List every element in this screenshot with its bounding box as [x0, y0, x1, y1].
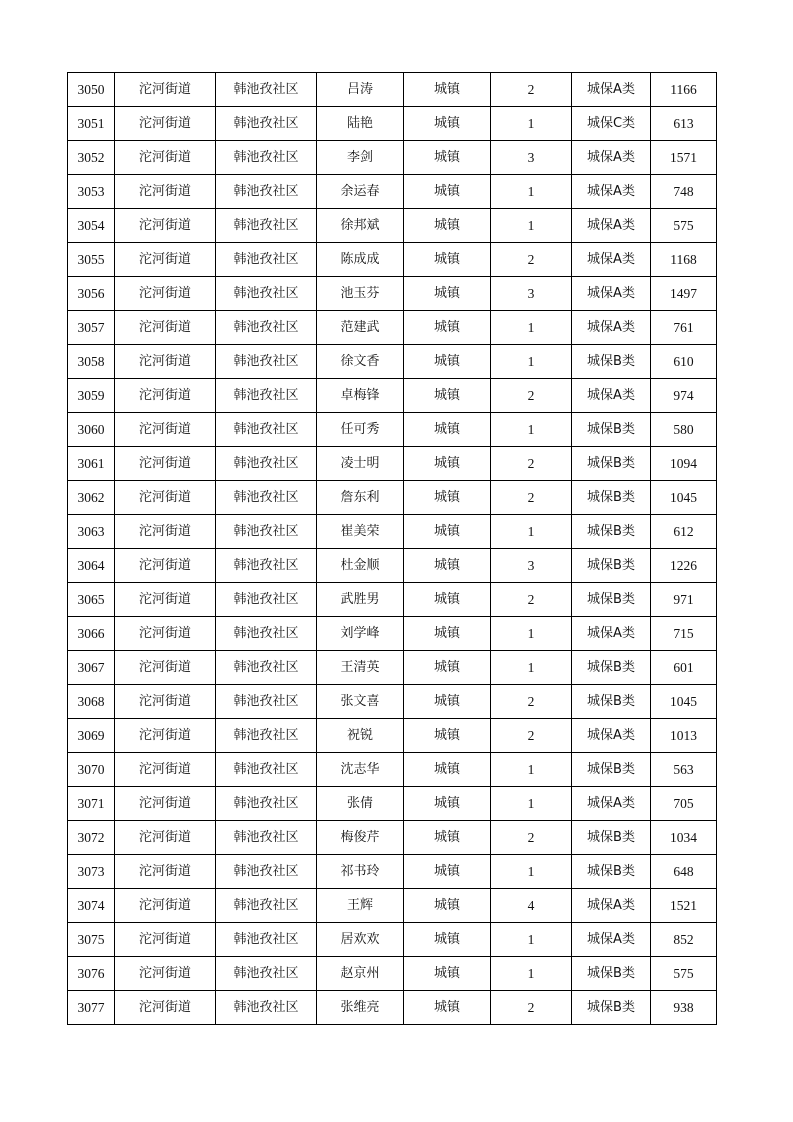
amount-cell: 1013 — [651, 719, 717, 753]
amount-cell: 563 — [651, 753, 717, 787]
serial-number-cell: 3050 — [68, 73, 115, 107]
household-size-cell: 2 — [491, 821, 572, 855]
serial-number-cell: 3053 — [68, 175, 115, 209]
name-cell: 王辉 — [317, 889, 404, 923]
subdistrict-cell: 沱河街道 — [115, 923, 216, 957]
insurance-category-cell: 城保B类 — [572, 685, 651, 719]
insurance-category-cell: 城保B类 — [572, 413, 651, 447]
community-cell: 韩池孜社区 — [216, 481, 317, 515]
amount-cell: 610 — [651, 345, 717, 379]
area-type-cell: 城镇 — [404, 991, 491, 1025]
insurance-category-cell: 城保A类 — [572, 379, 651, 413]
area-type-cell: 城镇 — [404, 243, 491, 277]
name-cell: 赵京州 — [317, 957, 404, 991]
subdistrict-cell: 沱河街道 — [115, 481, 216, 515]
insurance-category-cell: 城保A类 — [572, 311, 651, 345]
serial-number-cell: 3059 — [68, 379, 115, 413]
name-cell: 池玉芬 — [317, 277, 404, 311]
household-size-cell: 2 — [491, 719, 572, 753]
insurance-category-cell: 城保B类 — [572, 481, 651, 515]
community-cell: 韩池孜社区 — [216, 413, 317, 447]
community-cell: 韩池孜社区 — [216, 787, 317, 821]
subdistrict-cell: 沱河街道 — [115, 209, 216, 243]
serial-number-cell: 3075 — [68, 923, 115, 957]
household-size-cell: 2 — [491, 73, 572, 107]
subdistrict-cell: 沱河街道 — [115, 549, 216, 583]
area-type-cell: 城镇 — [404, 719, 491, 753]
household-size-cell: 1 — [491, 209, 572, 243]
area-type-cell: 城镇 — [404, 855, 491, 889]
name-cell: 范建武 — [317, 311, 404, 345]
table-row — [68, 991, 717, 1025]
name-cell: 刘学峰 — [317, 617, 404, 651]
community-cell: 韩池孜社区 — [216, 141, 317, 175]
serial-number-cell: 3071 — [68, 787, 115, 821]
community-cell: 韩池孜社区 — [216, 821, 317, 855]
table-row — [68, 243, 717, 277]
household-size-cell: 1 — [491, 413, 572, 447]
area-type-cell: 城镇 — [404, 787, 491, 821]
household-size-cell: 3 — [491, 141, 572, 175]
household-size-cell: 2 — [491, 447, 572, 481]
name-cell: 崔美荣 — [317, 515, 404, 549]
name-cell: 祝锐 — [317, 719, 404, 753]
area-type-cell: 城镇 — [404, 379, 491, 413]
community-cell: 韩池孜社区 — [216, 719, 317, 753]
community-cell: 韩池孜社区 — [216, 651, 317, 685]
name-cell: 武胜男 — [317, 583, 404, 617]
household-size-cell: 2 — [491, 243, 572, 277]
community-cell: 韩池孜社区 — [216, 923, 317, 957]
insurance-category-cell: 城保A类 — [572, 923, 651, 957]
area-type-cell: 城镇 — [404, 311, 491, 345]
community-cell: 韩池孜社区 — [216, 209, 317, 243]
data-table — [67, 72, 717, 1025]
subdistrict-cell: 沱河街道 — [115, 243, 216, 277]
name-cell: 任可秀 — [317, 413, 404, 447]
name-cell: 詹东利 — [317, 481, 404, 515]
insurance-category-cell: 城保A类 — [572, 277, 651, 311]
community-cell: 韩池孜社区 — [216, 855, 317, 889]
area-type-cell: 城镇 — [404, 175, 491, 209]
serial-number-cell: 3073 — [68, 855, 115, 889]
insurance-category-cell: 城保A类 — [572, 617, 651, 651]
serial-number-cell: 3065 — [68, 583, 115, 617]
community-cell: 韩池孜社区 — [216, 311, 317, 345]
insurance-category-cell: 城保A类 — [572, 175, 651, 209]
community-cell: 韩池孜社区 — [216, 175, 317, 209]
household-size-cell: 1 — [491, 175, 572, 209]
name-cell: 祁书玲 — [317, 855, 404, 889]
amount-cell: 705 — [651, 787, 717, 821]
household-size-cell: 2 — [491, 379, 572, 413]
name-cell: 王清英 — [317, 651, 404, 685]
name-cell: 凌士明 — [317, 447, 404, 481]
subdistrict-cell: 沱河街道 — [115, 379, 216, 413]
table-body — [68, 73, 717, 1025]
household-size-cell: 1 — [491, 311, 572, 345]
community-cell: 韩池孜社区 — [216, 107, 317, 141]
serial-number-cell: 3077 — [68, 991, 115, 1025]
name-cell: 张维亮 — [317, 991, 404, 1025]
amount-cell: 1166 — [651, 73, 717, 107]
insurance-category-cell: 城保A类 — [572, 73, 651, 107]
amount-cell: 613 — [651, 107, 717, 141]
serial-number-cell: 3066 — [68, 617, 115, 651]
serial-number-cell: 3060 — [68, 413, 115, 447]
amount-cell: 852 — [651, 923, 717, 957]
serial-number-cell: 3055 — [68, 243, 115, 277]
area-type-cell: 城镇 — [404, 617, 491, 651]
insurance-category-cell: 城保A类 — [572, 719, 651, 753]
amount-cell: 601 — [651, 651, 717, 685]
community-cell: 韩池孜社区 — [216, 889, 317, 923]
table-row — [68, 651, 717, 685]
insurance-category-cell: 城保A类 — [572, 787, 651, 821]
insurance-category-cell: 城保B类 — [572, 549, 651, 583]
name-cell: 杜金顺 — [317, 549, 404, 583]
community-cell: 韩池孜社区 — [216, 515, 317, 549]
area-type-cell: 城镇 — [404, 107, 491, 141]
amount-cell: 580 — [651, 413, 717, 447]
serial-number-cell: 3063 — [68, 515, 115, 549]
amount-cell: 1094 — [651, 447, 717, 481]
amount-cell: 974 — [651, 379, 717, 413]
serial-number-cell: 3064 — [68, 549, 115, 583]
insurance-category-cell: 城保A类 — [572, 141, 651, 175]
amount-cell: 648 — [651, 855, 717, 889]
subdistrict-cell: 沱河街道 — [115, 821, 216, 855]
table-row — [68, 583, 717, 617]
name-cell: 居欢欢 — [317, 923, 404, 957]
table-row — [68, 549, 717, 583]
subdistrict-cell: 沱河街道 — [115, 685, 216, 719]
amount-cell: 1226 — [651, 549, 717, 583]
area-type-cell: 城镇 — [404, 413, 491, 447]
subdistrict-cell: 沱河街道 — [115, 855, 216, 889]
area-type-cell: 城镇 — [404, 583, 491, 617]
household-size-cell: 2 — [491, 481, 572, 515]
insurance-category-cell: 城保B类 — [572, 957, 651, 991]
household-size-cell: 1 — [491, 107, 572, 141]
table-row — [68, 889, 717, 923]
table-row — [68, 379, 717, 413]
insurance-category-cell: 城保B类 — [572, 651, 651, 685]
table-row — [68, 209, 717, 243]
table-row — [68, 685, 717, 719]
table-row — [68, 107, 717, 141]
household-size-cell: 1 — [491, 345, 572, 379]
serial-number-cell: 3054 — [68, 209, 115, 243]
subdistrict-cell: 沱河街道 — [115, 753, 216, 787]
table-row — [68, 787, 717, 821]
household-size-cell: 1 — [491, 753, 572, 787]
serial-number-cell: 3052 — [68, 141, 115, 175]
area-type-cell: 城镇 — [404, 685, 491, 719]
serial-number-cell: 3062 — [68, 481, 115, 515]
amount-cell: 1168 — [651, 243, 717, 277]
serial-number-cell: 3072 — [68, 821, 115, 855]
subdistrict-cell: 沱河街道 — [115, 515, 216, 549]
subdistrict-cell: 沱河街道 — [115, 617, 216, 651]
insurance-category-cell: 城保B类 — [572, 515, 651, 549]
table-row — [68, 855, 717, 889]
amount-cell: 1571 — [651, 141, 717, 175]
subdistrict-cell: 沱河街道 — [115, 277, 216, 311]
table-row — [68, 311, 717, 345]
community-cell: 韩池孜社区 — [216, 243, 317, 277]
area-type-cell: 城镇 — [404, 923, 491, 957]
name-cell: 陆艳 — [317, 107, 404, 141]
subdistrict-cell: 沱河街道 — [115, 413, 216, 447]
insurance-category-cell: 城保B类 — [572, 821, 651, 855]
area-type-cell: 城镇 — [404, 753, 491, 787]
table-row — [68, 515, 717, 549]
household-size-cell: 1 — [491, 617, 572, 651]
table-row — [68, 141, 717, 175]
subdistrict-cell: 沱河街道 — [115, 175, 216, 209]
serial-number-cell: 3076 — [68, 957, 115, 991]
household-size-cell: 1 — [491, 787, 572, 821]
amount-cell: 761 — [651, 311, 717, 345]
table-row — [68, 719, 717, 753]
community-cell: 韩池孜社区 — [216, 583, 317, 617]
table-row — [68, 481, 717, 515]
table-row — [68, 957, 717, 991]
area-type-cell: 城镇 — [404, 889, 491, 923]
table-row — [68, 73, 717, 107]
serial-number-cell: 3056 — [68, 277, 115, 311]
serial-number-cell: 3051 — [68, 107, 115, 141]
name-cell: 李剑 — [317, 141, 404, 175]
table-row — [68, 617, 717, 651]
name-cell: 徐邦斌 — [317, 209, 404, 243]
amount-cell: 1497 — [651, 277, 717, 311]
name-cell: 卓梅锋 — [317, 379, 404, 413]
serial-number-cell: 3074 — [68, 889, 115, 923]
serial-number-cell: 3057 — [68, 311, 115, 345]
community-cell: 韩池孜社区 — [216, 991, 317, 1025]
subdistrict-cell: 沱河街道 — [115, 73, 216, 107]
community-cell: 韩池孜社区 — [216, 73, 317, 107]
table-row — [68, 923, 717, 957]
household-size-cell: 2 — [491, 685, 572, 719]
household-size-cell: 1 — [491, 651, 572, 685]
table-row — [68, 345, 717, 379]
amount-cell: 1034 — [651, 821, 717, 855]
name-cell: 梅俊芹 — [317, 821, 404, 855]
insurance-category-cell: 城保B类 — [572, 753, 651, 787]
area-type-cell: 城镇 — [404, 447, 491, 481]
household-size-cell: 1 — [491, 923, 572, 957]
household-size-cell: 2 — [491, 583, 572, 617]
household-size-cell: 1 — [491, 855, 572, 889]
insurance-category-cell: 城保A类 — [572, 209, 651, 243]
area-type-cell: 城镇 — [404, 481, 491, 515]
amount-cell: 971 — [651, 583, 717, 617]
area-type-cell: 城镇 — [404, 345, 491, 379]
name-cell: 陈成成 — [317, 243, 404, 277]
amount-cell: 938 — [651, 991, 717, 1025]
amount-cell: 748 — [651, 175, 717, 209]
household-size-cell: 2 — [491, 991, 572, 1025]
area-type-cell: 城镇 — [404, 515, 491, 549]
table-row — [68, 753, 717, 787]
community-cell: 韩池孜社区 — [216, 617, 317, 651]
name-cell: 吕涛 — [317, 73, 404, 107]
insurance-category-cell: 城保B类 — [572, 855, 651, 889]
area-type-cell: 城镇 — [404, 209, 491, 243]
subdistrict-cell: 沱河街道 — [115, 787, 216, 821]
amount-cell: 612 — [651, 515, 717, 549]
amount-cell: 1045 — [651, 481, 717, 515]
name-cell: 沈志华 — [317, 753, 404, 787]
community-cell: 韩池孜社区 — [216, 345, 317, 379]
insurance-category-cell: 城保B类 — [572, 991, 651, 1025]
area-type-cell: 城镇 — [404, 277, 491, 311]
household-size-cell: 1 — [491, 957, 572, 991]
table-row — [68, 413, 717, 447]
insurance-category-cell: 城保B类 — [572, 447, 651, 481]
household-size-cell: 3 — [491, 549, 572, 583]
subdistrict-cell: 沱河街道 — [115, 991, 216, 1025]
area-type-cell: 城镇 — [404, 957, 491, 991]
household-size-cell: 3 — [491, 277, 572, 311]
area-type-cell: 城镇 — [404, 141, 491, 175]
serial-number-cell: 3067 — [68, 651, 115, 685]
insurance-category-cell: 城保B类 — [572, 583, 651, 617]
subdistrict-cell: 沱河街道 — [115, 719, 216, 753]
area-type-cell: 城镇 — [404, 73, 491, 107]
table-row — [68, 447, 717, 481]
household-size-cell: 4 — [491, 889, 572, 923]
area-type-cell: 城镇 — [404, 549, 491, 583]
table-row — [68, 821, 717, 855]
name-cell: 张文喜 — [317, 685, 404, 719]
community-cell: 韩池孜社区 — [216, 447, 317, 481]
insurance-category-cell: 城保A类 — [572, 243, 651, 277]
serial-number-cell: 3069 — [68, 719, 115, 753]
subdistrict-cell: 沱河街道 — [115, 345, 216, 379]
name-cell: 余运春 — [317, 175, 404, 209]
subdistrict-cell: 沱河街道 — [115, 311, 216, 345]
community-cell: 韩池孜社区 — [216, 753, 317, 787]
amount-cell: 715 — [651, 617, 717, 651]
community-cell: 韩池孜社区 — [216, 379, 317, 413]
community-cell: 韩池孜社区 — [216, 957, 317, 991]
amount-cell: 575 — [651, 209, 717, 243]
insurance-category-cell: 城保C类 — [572, 107, 651, 141]
subdistrict-cell: 沱河街道 — [115, 583, 216, 617]
area-type-cell: 城镇 — [404, 651, 491, 685]
subdistrict-cell: 沱河街道 — [115, 889, 216, 923]
serial-number-cell: 3058 — [68, 345, 115, 379]
subdistrict-cell: 沱河街道 — [115, 447, 216, 481]
amount-cell: 575 — [651, 957, 717, 991]
insurance-category-cell: 城保B类 — [572, 345, 651, 379]
subdistrict-cell: 沱河街道 — [115, 107, 216, 141]
table-row — [68, 277, 717, 311]
community-cell: 韩池孜社区 — [216, 549, 317, 583]
amount-cell: 1521 — [651, 889, 717, 923]
serial-number-cell: 3068 — [68, 685, 115, 719]
serial-number-cell: 3061 — [68, 447, 115, 481]
subdistrict-cell: 沱河街道 — [115, 141, 216, 175]
table-row — [68, 175, 717, 209]
serial-number-cell: 3070 — [68, 753, 115, 787]
community-cell: 韩池孜社区 — [216, 277, 317, 311]
community-cell: 韩池孜社区 — [216, 685, 317, 719]
name-cell: 张倩 — [317, 787, 404, 821]
area-type-cell: 城镇 — [404, 821, 491, 855]
household-size-cell: 1 — [491, 515, 572, 549]
amount-cell: 1045 — [651, 685, 717, 719]
name-cell: 徐文香 — [317, 345, 404, 379]
insurance-category-cell: 城保A类 — [572, 889, 651, 923]
subdistrict-cell: 沱河街道 — [115, 651, 216, 685]
subdistrict-cell: 沱河街道 — [115, 957, 216, 991]
